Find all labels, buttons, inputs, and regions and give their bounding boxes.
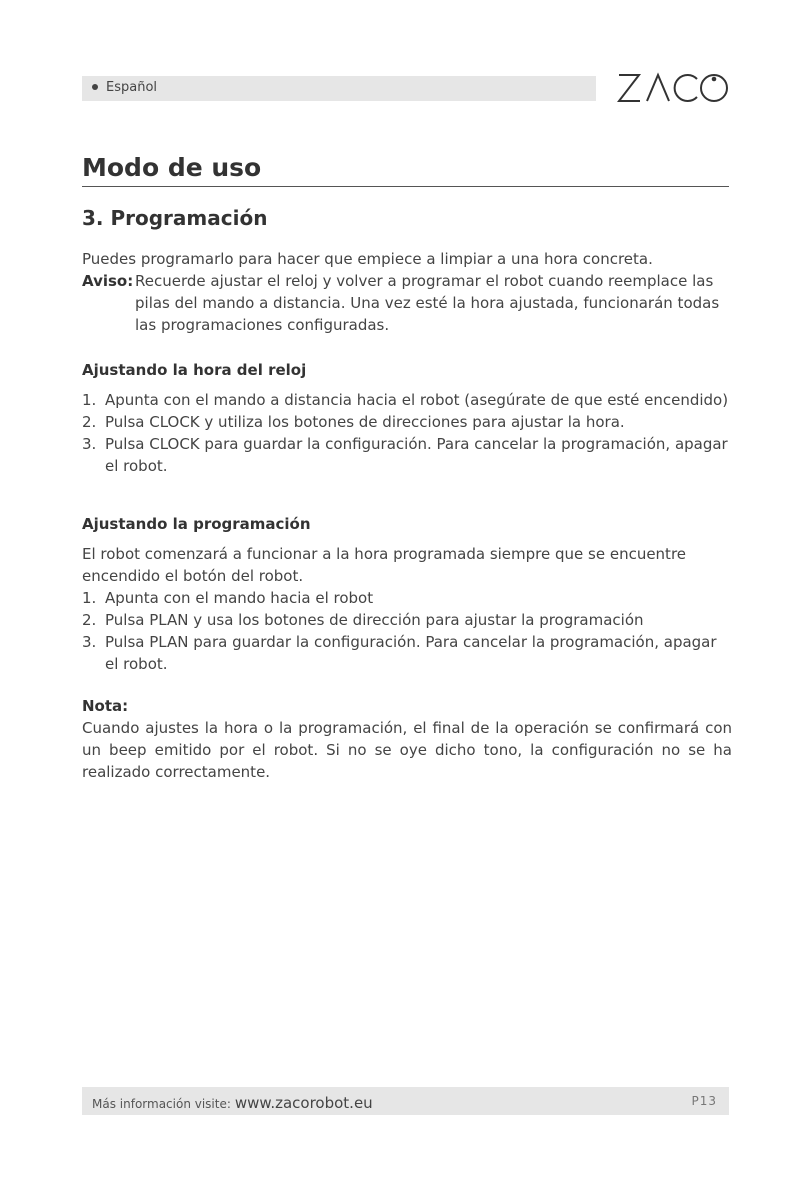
note-heading: Nota: <box>82 697 129 715</box>
title-divider <box>82 186 729 187</box>
footer-bar <box>82 1087 729 1115</box>
bullet-icon <box>92 84 98 90</box>
list-item: 3. Pulsa PLAN para guardar la configuración. Para cancelar la programación, apagar el robot. <box>82 633 717 673</box>
page-number: P13 <box>691 1094 717 1108</box>
section-title: 3. Programación <box>82 206 268 230</box>
list-item: 2. Pulsa PLAN y usa los botones de dirección para ajustar la programación <box>82 611 644 629</box>
list-item: 1. Apunta con el mando hacia el robot <box>82 589 374 607</box>
list-item: 3. Pulsa CLOCK para guardar la configuración. Para cancelar la programación, apagar el robot. <box>82 435 728 475</box>
schedule-intro: El robot comenzará a funcionar a la hora programada siempre que se encuentre encendido el botón del robot. <box>82 545 687 585</box>
schedule-block <box>82 543 732 675</box>
header-bar <box>82 76 596 101</box>
language-indicator <box>92 80 157 95</box>
warning-text: Recuerde ajustar el reloj y volver a programar el robot cuando reemplace las pilas del mando a distancia. Una vez esté la hora ajustada, funcionarán todas las programaciones configuradas. <box>135 272 720 334</box>
footer-info <box>92 1094 373 1112</box>
intro-text: Puedes programarlo para hacer que empiece a limpiar a una hora concreta. <box>82 250 653 268</box>
clock-heading: Ajustando la hora del reloj <box>82 361 307 379</box>
note-text: Cuando ajustes la hora o la programación, el final de la operación se confirmará con un beep emitido por el robot. Si no se oye dicho tono, la configuración no se ha realizado correctamente. <box>82 719 732 781</box>
clock-steps <box>82 389 732 477</box>
note-block <box>82 717 732 783</box>
schedule-heading: Ajustando la programación <box>82 515 311 533</box>
intro-block <box>82 248 732 336</box>
warning-label: Aviso: <box>82 272 134 290</box>
list-item: 1. Apunta con el mando a distancia hacia el robot (asegúrate de que esté encendido) <box>82 391 729 409</box>
list-item: 2. Pulsa CLOCK y utiliza los botones de direcciones para ajustar la hora. <box>82 413 625 431</box>
zaco-logo <box>617 70 729 106</box>
warning-block <box>82 270 732 336</box>
language-label: Español <box>106 80 158 95</box>
page-title: Modo de uso <box>82 153 262 182</box>
website-link[interactable]: www.zacorobot.eu <box>234 1094 373 1112</box>
footer-label: Más información visite: <box>92 1097 231 1111</box>
